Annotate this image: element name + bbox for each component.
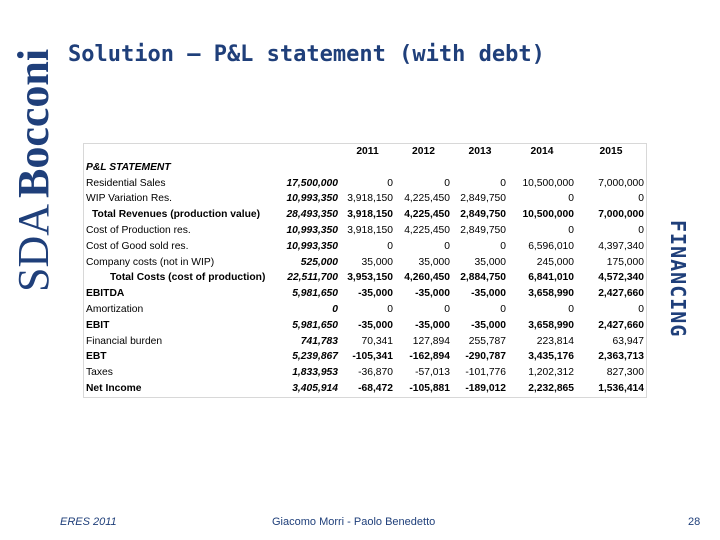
row-value: 70,341 [361, 335, 393, 347]
row-value: -35,000 [471, 288, 506, 300]
row-value: 0 [638, 193, 644, 205]
row-value: 4,225,450 [404, 209, 450, 221]
row-value: 0 [568, 193, 574, 205]
row-value: 0 [500, 177, 506, 189]
row-label: EBITDA [86, 288, 125, 300]
column-header: 2011 [340, 144, 395, 160]
row-value: 255,787 [468, 335, 506, 347]
row-value: -189,012 [465, 382, 506, 394]
row-value: 7,000,000 [598, 177, 644, 189]
row-label: Company costs (not in WIP) [86, 256, 215, 268]
row-value: 3,658,990 [528, 319, 574, 331]
row-label: Net Income [86, 382, 142, 394]
row-value: -105,341 [352, 351, 393, 363]
row-value: 0 [568, 303, 574, 315]
slide-title: Solution – P&L statement (with debt) [68, 42, 545, 67]
table-row [84, 255, 646, 271]
column-header [268, 144, 340, 160]
row-label: Total Costs (cost of production) [110, 272, 266, 284]
row-value: 10,993,350 [286, 193, 338, 205]
table-row [84, 239, 646, 255]
row-value: 1,833,953 [292, 367, 338, 379]
row-value: 245,000 [536, 256, 574, 268]
table-row [84, 381, 646, 397]
row-value: 0 [387, 240, 393, 252]
row-value: 6,596,010 [528, 240, 574, 252]
row-value: 2,884,750 [460, 272, 506, 284]
column-header: 2014 [508, 144, 576, 160]
row-value: 5,981,650 [292, 319, 338, 331]
row-label: Financial burden [86, 335, 163, 347]
row-label: EBT [86, 351, 107, 363]
row-value: 7,000,000 [598, 209, 644, 221]
row-value: 2,232,865 [528, 382, 574, 394]
row-value: 22,511,700 [287, 272, 338, 284]
column-header: 2012 [395, 144, 452, 160]
row-label: Cost of Production res. [86, 224, 191, 236]
row-value: 2,849,750 [460, 209, 506, 221]
row-label: Amortization [86, 303, 144, 315]
row-value: 3,918,150 [347, 209, 393, 221]
row-value: 10,500,000 [522, 209, 574, 221]
row-label: P&L STATEMENT [86, 161, 171, 173]
column-header [84, 144, 268, 160]
row-value: -35,000 [415, 288, 450, 300]
row-value: 3,435,176 [528, 351, 574, 363]
row-value: 3,918,150 [347, 193, 393, 205]
row-value: 4,572,340 [598, 272, 644, 284]
pl-statement-table [84, 144, 646, 397]
row-value: 827,300 [606, 367, 644, 379]
row-value: -35,000 [358, 319, 393, 331]
row-value: 175,000 [606, 256, 644, 268]
row-value: 63,947 [612, 335, 644, 347]
row-value: 4,260,450 [404, 272, 450, 284]
row-value [268, 160, 340, 176]
row-value: 10,993,350 [286, 240, 338, 252]
row-label: Total Revenues (production value) [92, 209, 261, 221]
row-value: 0 [444, 240, 450, 252]
row-value: 4,225,450 [404, 193, 450, 205]
row-value [340, 160, 395, 176]
row-value: 525,000 [300, 256, 338, 268]
row-value: 5,981,650 [292, 288, 338, 300]
svg-text:SDABocconi [9, 49, 58, 292]
row-value: 0 [500, 240, 506, 252]
footer-authors: Giacomo Morri - Paolo Benedetto [272, 516, 436, 528]
table-row [84, 286, 646, 302]
row-label: Taxes [86, 367, 113, 379]
row-value: -105,881 [409, 382, 450, 394]
row-value: 3,405,914 [292, 382, 338, 394]
row-value: -162,894 [409, 351, 450, 363]
row-value: 35,000 [361, 256, 393, 268]
row-value: 127,894 [412, 335, 450, 347]
table-row [84, 270, 646, 286]
row-value: 35,000 [418, 256, 450, 268]
sda-bocconi-logo-graphic [2, 22, 60, 292]
row-value: 4,225,450 [404, 224, 450, 236]
row-value: -35,000 [358, 288, 393, 300]
row-value: -35,000 [415, 319, 450, 331]
column-header: 2013 [452, 144, 508, 160]
financing-side-label [666, 220, 690, 380]
row-value [452, 160, 508, 176]
row-value: 0 [444, 177, 450, 189]
column-header: 2015 [576, 144, 646, 160]
row-value: -68,472 [358, 382, 393, 394]
row-value: 2,363,713 [598, 351, 644, 363]
table-row [84, 176, 646, 192]
row-value: 17,500,000 [286, 177, 338, 189]
row-value: 2,427,660 [598, 319, 644, 331]
row-value [395, 160, 452, 176]
row-value: 1,536,414 [598, 382, 644, 394]
row-value: 10,993,350 [286, 224, 338, 236]
row-value: 4,397,340 [598, 240, 644, 252]
table-row [84, 302, 646, 318]
logo-sda: SDA [9, 203, 58, 292]
row-value: -290,787 [465, 351, 506, 363]
row-value: 0 [500, 303, 506, 315]
table-row [84, 334, 646, 350]
row-value: 0 [387, 303, 393, 315]
row-value: 1,202,312 [528, 367, 574, 379]
table-row [84, 318, 646, 334]
row-value: 0 [444, 303, 450, 315]
financing-label-text: FINANCING [666, 220, 690, 338]
row-value [508, 160, 576, 176]
table-row [84, 160, 646, 176]
row-value: 3,658,990 [528, 288, 574, 300]
row-value: 3,918,150 [347, 224, 393, 236]
row-value: 0 [568, 224, 574, 236]
table-row [84, 349, 646, 365]
footer-event: ERES 2011 [60, 516, 117, 528]
row-label: Cost of Good sold res. [86, 240, 189, 252]
row-value: 0 [638, 224, 644, 236]
row-value: 5,239,867 [292, 351, 338, 363]
row-value [576, 160, 646, 176]
page-number: 28 [688, 516, 701, 528]
sda-bocconi-logo [2, 22, 60, 292]
row-value: 0 [332, 303, 338, 315]
table-row [84, 207, 646, 223]
row-value: 2,849,750 [460, 193, 506, 205]
row-value: 10,500,000 [522, 177, 574, 189]
table-row [84, 223, 646, 239]
logo-bocconi: Bocconi [9, 48, 58, 198]
row-value: 0 [387, 177, 393, 189]
table-header-row [84, 144, 646, 160]
row-value: 35,000 [474, 256, 506, 268]
row-value: 28,493,350 [286, 209, 338, 221]
row-value: 3,953,150 [347, 272, 393, 284]
row-value: 0 [638, 303, 644, 315]
row-label: EBIT [86, 319, 110, 331]
row-value: 741,783 [300, 335, 338, 347]
row-value: -57,013 [415, 367, 450, 379]
row-value: -101,776 [465, 367, 506, 379]
row-value: 223,814 [536, 335, 574, 347]
row-label: WIP Variation Res. [86, 193, 173, 205]
row-value: 2,849,750 [460, 224, 506, 236]
row-value: 6,841,010 [528, 272, 574, 284]
row-label: Residential Sales [86, 177, 166, 189]
row-value: 2,427,660 [598, 288, 644, 300]
row-value: -36,870 [358, 367, 393, 379]
table-row [84, 191, 646, 207]
row-value: -35,000 [471, 319, 506, 331]
table-row [84, 365, 646, 381]
